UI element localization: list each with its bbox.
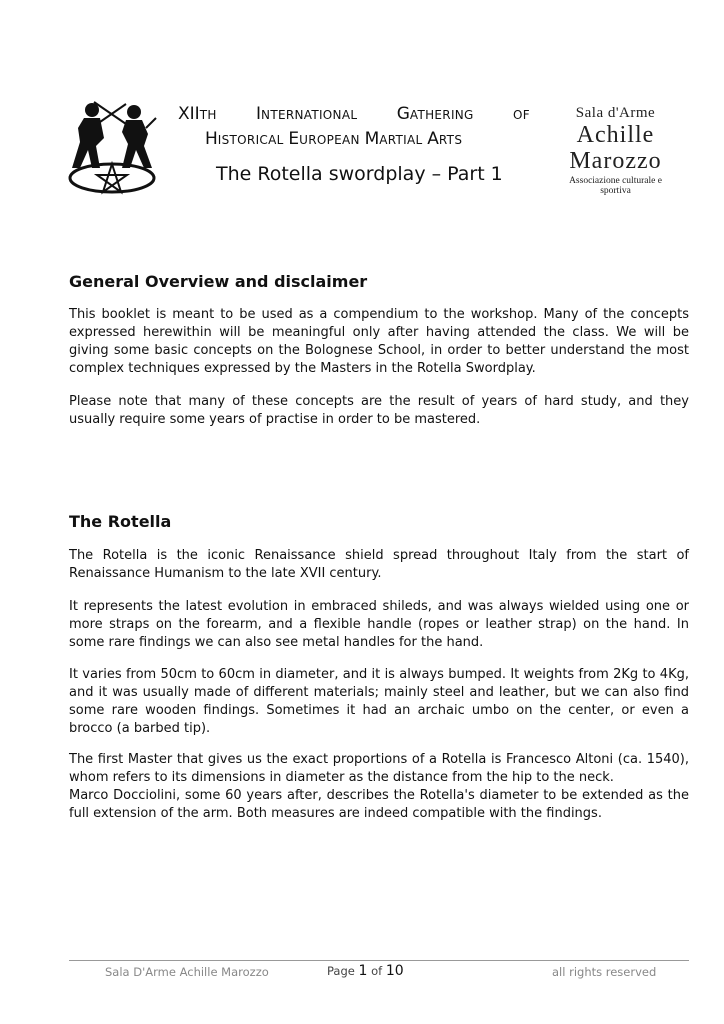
paragraph: This booklet is meant to be used as a compendium to the workshop. Many of the concepts expressed herewithin will be meaningful only after having attended the class. We will be giving some basic concepts on the Bolognese School, in order to better understand the most complex techniques expressed by the Masters in the Rotella Swordplay.	[69, 307, 689, 376]
sala-darme-logo	[553, 104, 678, 196]
document-subtitle: The Rotella swordplay – Part 1	[216, 163, 503, 185]
section-heading-overview: General Overview and disclaimer	[69, 272, 368, 291]
footer-page-indicator	[327, 963, 404, 979]
page-label: Page	[327, 964, 355, 978]
page-of: of	[371, 964, 383, 978]
page-current: 1	[358, 963, 368, 979]
logo-line1: Sala d'Arme	[575, 105, 656, 121]
title-word: ARTS	[427, 129, 463, 149]
header-title-line1	[178, 104, 530, 124]
logo-line2: Achille	[576, 122, 655, 148]
footer-org: Sala D'Arme Achille Marozzo	[105, 965, 269, 979]
title-word: HISTORICAL	[205, 129, 284, 149]
page-total: 10	[385, 963, 404, 979]
paragraph: The first Master that gives us the exact proportions of a Rotella is Francesco Altoni (ca. 1540), whom refers to its dimensions in diameter as the distance from the hip to the neck. Marco Docciolini, some 60 years after, describes the Rotella's diameter to be extended as the full extension of the arm. Both measures are indeed compatible with the findings.	[69, 752, 689, 821]
logo-tagline: Associazione culturale e sportiva	[569, 176, 662, 196]
footer-divider	[69, 960, 689, 961]
paragraph: It varies from 50cm to 60cm in diameter, and it is always bumped. It weights from 2Kg to 4Kg, and it was usually made of different materials; mainly steel and leather, but we can also find some rare wooden findings. Sometimes it had an archaic umbo on the center, or even a brocco (a barbed tip).	[69, 667, 689, 736]
section-heading-rotella: The Rotella	[69, 512, 172, 531]
footer-rights: all rights reserved	[552, 965, 657, 979]
header-title-line2	[205, 129, 462, 149]
paragraph: Please note that many of these concepts are the result of years of hard study, and they usually require some years of practise in order to be mastered.	[69, 394, 689, 427]
title-word: XIITH	[178, 104, 217, 124]
title-word: OF	[513, 108, 530, 122]
paragraph: The Rotella is the iconic Renaissance shield spread throughout Italy from the start of Renaissance Humanism to the late XVII century.	[69, 548, 689, 581]
paragraph: It represents the latest evolution in embraced shileds, and was always wielded using one or more straps on the forearm, and a flexible handle (ropes or leather strap) on the hand. In some rare findings we can also see metal handles for the hand.	[69, 599, 689, 650]
fencers-emblem-icon	[66, 98, 158, 196]
title-word: EUROPEAN	[288, 129, 360, 149]
title-word: GATHERING	[396, 104, 474, 124]
title-word: INTERNATIONAL	[256, 104, 358, 124]
title-word: MARTIAL	[364, 129, 423, 149]
logo-line3: Marozzo	[569, 148, 662, 174]
